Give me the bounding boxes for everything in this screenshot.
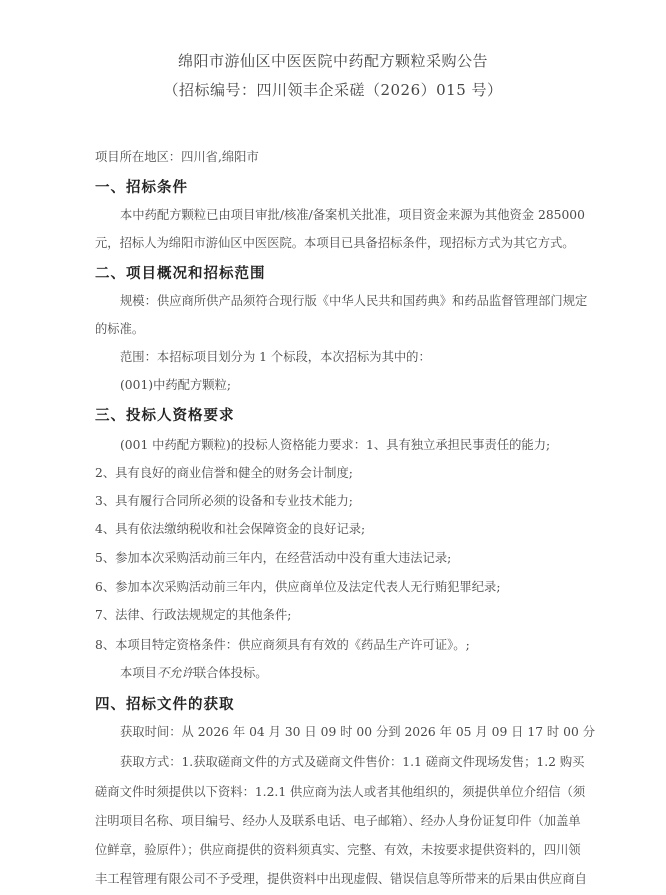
paragraph-line: 位鲜章，验原件）；供应商提供的资料须真实、完整、有效，未按要求提供资料的，四川领 (95, 843, 581, 857)
section-heading-bidder-qualifications: 三、投标人资格要求 (95, 408, 235, 424)
consortium-note (120, 664, 268, 682)
project-region: 项目所在地区：四川省,绵阳市 (95, 150, 259, 164)
paragraph-line: 元，招标人为绵阳市游仙区中医医院。本项目已具备招标条件，现招标方式为其它方式。 (95, 236, 575, 250)
paragraph-line: 磋商文件时须提供以下资料：1.2.1 供应商为法人或者其他组织的，须提供单位介绍信（须 (95, 785, 586, 799)
paragraph-line: 范围：本招标项目划分为 1 个标段，本次招标为其中的： (120, 350, 431, 364)
list-item: 7、法律、行政法规规定的其他条件; (95, 608, 292, 622)
section-heading-bidding-conditions: 一、招标条件 (95, 180, 188, 196)
list-item: (001 中药配方颗粒)的投标人资格能力要求：1、具有独立承担民事责任的能力; (120, 438, 551, 452)
paragraph-line: 本中药配方颗粒已由项目审批/核准/备案机关批准，项目资金来源为其他资金 285000 (120, 208, 585, 222)
document-title: 绵阳市游仙区中医医院中药配方颗粒采购公告 (177, 52, 488, 70)
list-item: 4、具有依法缴纳税收和社会保障资金的良好记录; (95, 522, 366, 536)
tender-number: （招标编号：四川领丰企采磋（2026）015 号） (163, 81, 503, 99)
paragraph-line: 的标准。 (95, 322, 145, 336)
list-item: 8、本项目特定资格条件：供应商须具有有效的《药品生产许可证》。; (95, 638, 470, 652)
list-item: 5、参加本次采购活动前三年内，在经营活动中没有重大违法记录; (95, 551, 452, 565)
paragraph-line: 获取方式：1.获取磋商文件的方式及磋商文件售价：1.1 磋商文件现场发售；1.2 购买 (120, 755, 585, 769)
consortium-prefix: 本项目 (120, 666, 157, 680)
list-item: 3、具有履行合同所必须的设备和专业技术能力; (95, 494, 353, 508)
section-heading-document-acquisition: 四、招标文件的获取 (95, 697, 235, 713)
paragraph-line: 注明项目名称、项目编号、经办人及联系电话、电子邮箱）、经办人身份证复印件（加盖单 (95, 814, 581, 828)
consortium-suffix: 联合体投标。 (193, 666, 268, 680)
lot-item: (001)中药配方颗粒; (120, 378, 231, 392)
list-item: 2、具有良好的商业信誉和健全的财务会计制度; (95, 466, 353, 480)
section-heading-project-overview: 二、项目概况和招标范围 (95, 266, 266, 282)
acquisition-time: 获取时间：从 2026 年 04 月 30 日 09 时 00 分到 2026 年 05 月 09 日 17 时 00 分 (120, 725, 595, 739)
paragraph-line: 规模：供应商所供产品须符合现行版《中华人民共和国药典》和药品监督管理部门规定 (120, 294, 588, 308)
consortium-emphasis: 不允许 (156, 666, 194, 680)
paragraph-line: 丰工程管理有限公司不予受理，提供资料中出现虚假、错误信息等所带来的后果由供应商自 (95, 872, 587, 886)
list-item: 6、参加本次采购活动前三年内，供应商单位及法定代表人无行贿犯罪纪录; (95, 580, 501, 594)
